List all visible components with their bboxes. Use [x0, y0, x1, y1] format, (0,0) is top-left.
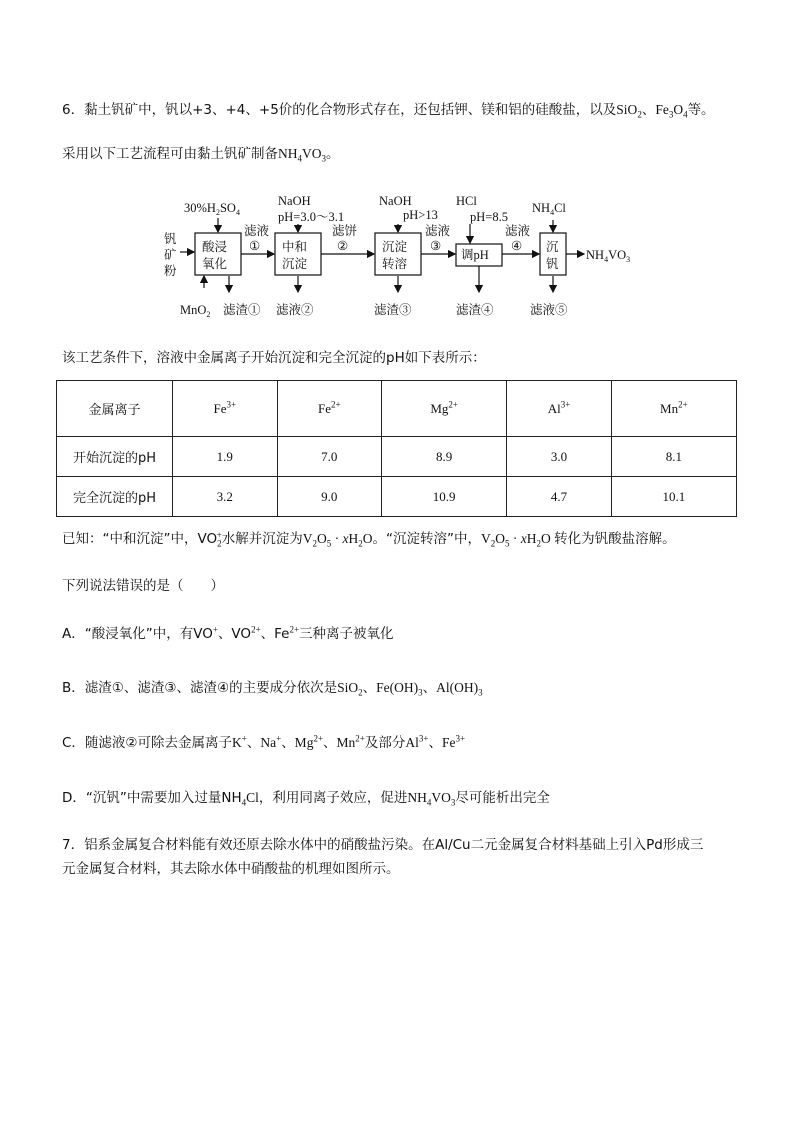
fe3o4-formula: $Fe_3O_4$	[655, 102, 688, 120]
arrow3-label: 滤液	[425, 224, 451, 238]
ion-fe3: $Fe^{3+}$	[173, 381, 278, 437]
q6-intro-line1: 6．黏土钒矿中，钒以+3、+4、+5价的化合物形式存在，还包括钾、镁和铝的硅酸盐，以及SiO$_2$、$Fe_3O_4$等。	[62, 102, 715, 120]
table-cell: 10.1	[611, 477, 736, 517]
naoh-reagent-1: NaOH	[278, 194, 311, 208]
output-residue-3: 滤渣③	[374, 303, 412, 317]
header-cell: 金属离子	[57, 381, 173, 437]
ph-condition-3: pH=8.5	[470, 210, 508, 224]
table-cell: 3.0	[507, 437, 612, 477]
box5-line1: 沉	[546, 240, 559, 254]
arrow1-label: 滤液	[244, 224, 270, 238]
sio2-formula: SiO$_2$	[616, 102, 642, 120]
output-filtrate-5: 滤液⑤	[530, 303, 568, 317]
feed-label-3: 粉	[164, 264, 177, 278]
option-b[interactable]: B．滤渣①、滤渣③、滤渣④的主要成分依次是SiO$_2$、$Fe(OH)_3$、$Al(OH)_3$	[62, 680, 483, 698]
table-header-row	[57, 381, 737, 437]
q6-number: 6．	[62, 102, 85, 118]
naoh-reagent-2: NaOH	[379, 194, 412, 208]
feed-label-2: 矿	[164, 248, 177, 262]
box2-line1: 中和	[282, 240, 308, 254]
table-intro: 该工艺条件下，溶液中金属离子开始沉淀和完全沉淀的pH如下表所示：	[62, 350, 486, 366]
arrow3-circle: ③	[430, 239, 442, 253]
box5-line2: 钒	[546, 257, 559, 271]
q6-intro-line2: 采用以下工艺流程可由黏土钒矿制备$NH_4VO_3$。	[62, 146, 340, 164]
ph-table	[56, 380, 737, 517]
arrow2-label: 滤饼	[332, 224, 358, 238]
output-residue-1: 滤渣①	[223, 303, 261, 317]
option-d[interactable]: D．“沉钒”中需要加入过量$NH_4Cl$，利用同离子效应，促进$NH_4VO_3$尽可能析出完全	[62, 790, 550, 808]
nh4cl-reagent: $NH_4Cl$	[532, 201, 566, 217]
table-cell: 8.9	[382, 437, 507, 477]
table-cell: 4.7	[507, 477, 612, 517]
known-statement: 已知：“中和沉淀”中，$VO_2^+$水解并沉淀为$V_2O_5 \cdot xH_2O$。“沉淀转溶”中，$V_2O_5 \cdot xH_2O$ 转化为钒酸盐溶解。	[62, 529, 676, 549]
hcl-reagent: HCl	[456, 194, 477, 208]
ion-fe2: $Fe^{2+}$	[277, 381, 382, 437]
acid-reagent: $30\%H_2SO_4$	[184, 201, 240, 217]
q7-line2: 元金属复合材料，其去除水体中硝酸盐的机理如图所示。	[62, 861, 400, 877]
arrow4-label: 滤液	[505, 224, 531, 238]
output-residue-4: 滤渣④	[456, 303, 494, 317]
ph-condition-2: pH>13	[403, 208, 438, 222]
q7-line1: 7．铝系金属复合材料能有效还原去除水体中的硝酸盐污染。在Al/Cu二元金属复合材料基础上引入Pd形成三	[62, 837, 704, 853]
q6-intro-text: 黏土钒矿中，钒以+3、+4、+5价的化合物形式存在，还包括钾、镁和铝的硅酸盐，以及	[84, 102, 617, 118]
box3-line1: 沉淀	[382, 240, 408, 254]
option-c[interactable]: C．随滤液②可除去金属离子K+、Na+、$Mg^{2+}$、$Mn^{2+}$及部分$Al^{3+}$、$Fe^{3+}$	[62, 733, 466, 751]
box1-line1: 酸浸	[202, 240, 228, 254]
question-prompt: 下列说法错误的是（ ）	[62, 578, 224, 594]
box3-line2: 转溶	[382, 257, 408, 271]
process-flow-diagram	[160, 188, 680, 323]
final-product: $NH_4VO_3$	[586, 248, 631, 264]
arrow4-circle: ④	[511, 239, 523, 253]
ph-condition-1: pH=3.0～3.1	[278, 210, 345, 224]
table-row	[57, 437, 737, 477]
box2-line2: 沉淀	[282, 257, 308, 271]
arrow1-circle: ①	[249, 239, 261, 253]
table-cell: 1.9	[173, 437, 278, 477]
table-cell: 10.9	[382, 477, 507, 517]
ion-mn2: $Mn^{2+}$	[611, 381, 736, 437]
ion-al3: $Al^{3+}$	[507, 381, 612, 437]
table-row	[57, 477, 737, 517]
mno2-reagent: MnO$_2$	[180, 303, 211, 319]
row-label-full: 完全沉淀的pH	[57, 477, 173, 517]
table-cell: 9.0	[277, 477, 382, 517]
option-a[interactable]: A．“酸浸氧化”中，有VO+、$VO^{2+}$、$Fe^{2+}$三种离子被氧化	[62, 624, 394, 642]
table-cell: 3.2	[173, 477, 278, 517]
row-label-start: 开始沉淀的pH	[57, 437, 173, 477]
box1-line2: 氧化	[202, 257, 228, 271]
feed-label-1: 钒	[164, 232, 177, 246]
arrow2-circle: ②	[337, 239, 349, 253]
output-filtrate-2: 滤液②	[276, 303, 314, 317]
product-formula: $NH_4VO_3$	[278, 146, 326, 164]
ion-mg2: $Mg^{2+}$	[382, 381, 507, 437]
table-cell: 7.0	[277, 437, 382, 477]
table-cell: 8.1	[611, 437, 736, 477]
box4-label: 调pH	[461, 248, 489, 262]
